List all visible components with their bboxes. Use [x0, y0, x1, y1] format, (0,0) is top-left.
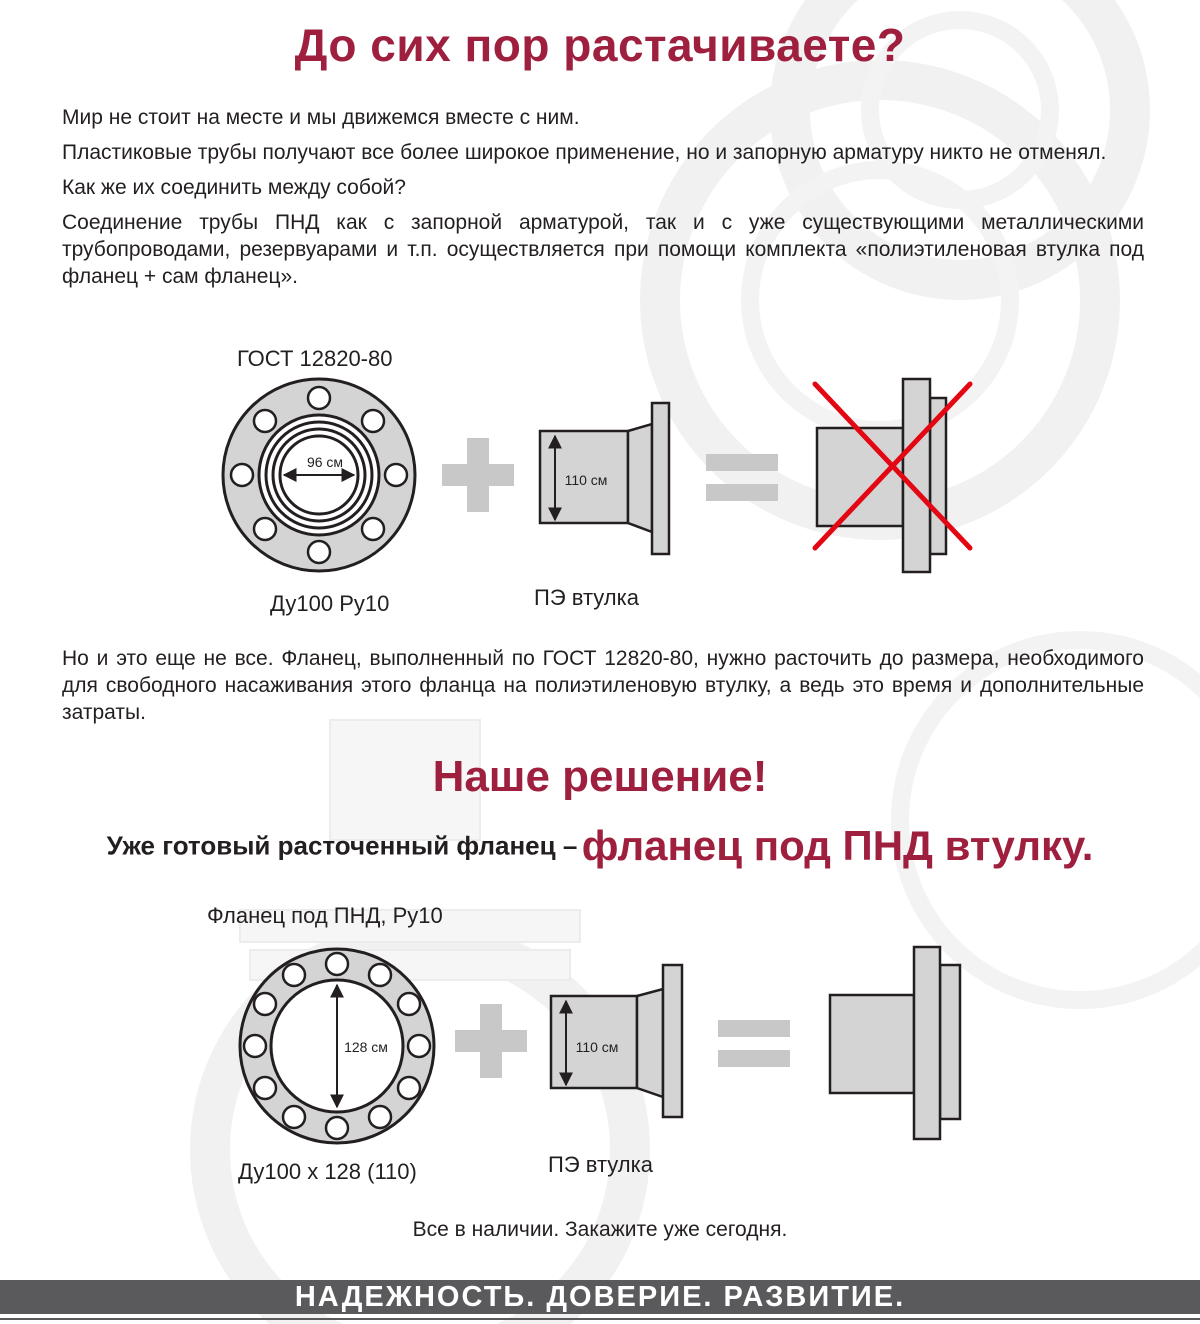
pnd-flange-title: Фланец под ПНД, Ру10: [207, 903, 443, 928]
solution-highlight: фланец под ПНД втулку.: [581, 822, 1094, 869]
plus-icon-2: [455, 1004, 527, 1078]
flange-dimension-label: 96 см: [306, 454, 344, 470]
standard-flange-icon: [223, 379, 415, 571]
diagram-pnd-flange: [0, 895, 1200, 1195]
intro-text: [62, 104, 1144, 298]
sleeve-caption-2: ПЭ втулка: [548, 1152, 653, 1177]
intro-paragraph-2: Пластиковые трубы получают все более широкое применение, но и запорную арматуру никто не отменял.: [62, 141, 1107, 164]
diagram-standard-flange: [0, 336, 1200, 626]
pnd-flange-icon: [240, 949, 434, 1143]
sleeve-dimension-label: 110 см: [564, 472, 608, 488]
footer-divider: [0, 1318, 1200, 1320]
sleeve-caption: ПЭ втулка: [534, 585, 639, 610]
valid-assembly-icon: [830, 947, 960, 1139]
flange-title: ГОСТ 12820-80: [237, 346, 393, 371]
footer-slogan: НАДЕЖНОСТЬ. ДОВЕРИЕ. РАЗВИТИЕ.: [0, 1280, 1200, 1314]
intro-paragraph-1: Мир не стоит на месте и мы движемся вместе с ним.: [62, 106, 580, 129]
sleeve-dimension-label-2: 110 см: [575, 1039, 619, 1055]
equals-icon: [706, 454, 778, 501]
pnd-flange-dimension-label: 128 см: [344, 1039, 388, 1055]
flange-caption: Ду100 Ру10: [270, 591, 390, 616]
diagram-pnd-flange-drawing: [0, 895, 1200, 1195]
page-heading: До сих пор растачиваете?: [294, 19, 906, 71]
solution-lead: Уже готовый расточенный фланец –: [106, 830, 578, 861]
note-text: Но и это еще не все. Фланец, выполненный по ГОСТ 12820-80, нужно расточить до размера, необходимого для свободного насаживания этого фланца на полиэтиленовую втулку, а ведь это время и дополнительные затраты.: [62, 647, 1144, 724]
call-to-action: Все в наличии. Закажите уже сегодня.: [412, 1218, 788, 1241]
solution-heading: Наше решение!: [432, 752, 768, 801]
plus-icon: [442, 438, 514, 512]
pnd-flange-caption: Ду100 х 128 (110): [238, 1159, 417, 1184]
diagram-standard-flange-drawing: [0, 336, 1200, 626]
intro-paragraph-4: Соединение трубы ПНД как с запорной арматурой, так и с уже существующими металлическими трубопроводами, резервуарами и т.п. осуществляется при помощи комплекта «полиэтиленовая втулка под фланец + сам фланец».: [62, 211, 1144, 288]
equals-icon-2: [718, 1020, 790, 1067]
intro-paragraph-3: Как же их соединить между собой?: [62, 176, 406, 199]
solution-subline: [0, 822, 1200, 870]
